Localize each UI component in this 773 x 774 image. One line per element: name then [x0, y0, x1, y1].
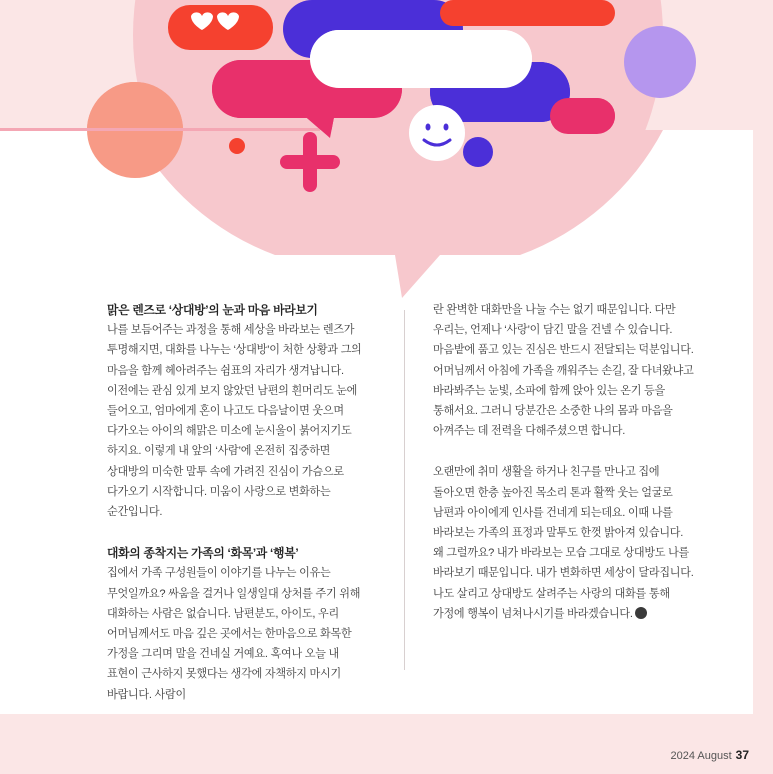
- heart-bubble: [168, 5, 273, 50]
- article-paragraph: 란 완벽한 대화만을 나눌 수는 없기 때문입니다. 다만 우리는, 언제나 ‘사랑’이 담긴 말을 건넬 수 있습니다. 마음밭에 품고 있는 진심은 반드시 전달되는 덕분입니다. 어머님께서 아침에 가족을 깨워주는 손길, 잘 다녀왔냐고 바라봐주는 눈빛, 소파에 함께 앉아 있는 온기 등을 통해서요. 그러니 당분간은 소중한 나의 몸과 마음을 아껴주는 데 전력을 다해주셨으면 합니다.: [433, 304, 694, 438]
- section-heading: 맑은 렌즈로 ‘상대방’의 눈과 마음 바라보기: [107, 303, 318, 317]
- magenta-small-bubble: [550, 98, 615, 134]
- article-paragraph: 나를 보듬어주는 과정을 통해 세상을 바라보는 렌즈가 투명해지면, 대화를 나누는 ‘상대방’이 처한 상황과 그의 마음을 함께 헤아려주는 쉼표의 자리가 생겨납니다. 이전에는 관심 있게 보지 않았던 남편의 흰머리도 눈에 들어오고, 엄마에게 혼이 나고도 다음날이면 웃으며 다가오는 아이의 해맑은 미소에 눈시울이 붉어지기도 하지요. 이렇게 내 앞의 ‘사람’에 온전히 집중하면 상대방의 미숙한 말투 속에 가려진 진심이 가슴으로 다가오기 시작합니다. 미움이 사랑으로 변화하는 순간입니다.: [107, 324, 362, 519]
- article-right-column: [433, 300, 695, 624]
- orange-bubble: [440, 0, 615, 26]
- article-paragraph-text: 오랜만에 취미 생활을 하거나 친구를 만나고 집에 돌아오면 한층 높아진 목소리 톤과 활짝 웃는 얼굴로 남편과 아이에게 인사를 건네게 되는데요. 이때 나를 바라보는 가족의 표정과 말투도 한껏 밝아져 있습니다. 왜 그럴까요? 내가 바라보는 모습 그대로 상대방도 나를 바라보기 때문입니다. 내가 변화하면 세상이 달라집니다. 나도 살리고 상대방도 살려주는 사랑의 대화를 통해 가정에 행복이 넘쳐나시기를 바라겠습니다.: [433, 466, 694, 620]
- page-footer: [670, 748, 749, 762]
- article-paragraph: [433, 462, 695, 624]
- article-paragraph: 집에서 가족 구성원들이 이야기를 나누는 이유는 무엇일까요? 싸움을 걸거나 일생일대 상처를 주기 위해 대화하는 사람은 없습니다. 남편분도, 아이도, 우리 어머님께서도 마음 깊은 곳에서는 한마음으로 화목한 가정을 그리며 말을 건네실 거예요. 혹여나 오늘 내 표현이 근사하지 못했다는 생각에 자책하지 마시기 바랍니다. 사람이: [107, 567, 361, 701]
- column-divider: [404, 310, 405, 670]
- section-heading: 대화의 종착지는 가족의 ‘화목’과 ‘행복’: [107, 546, 299, 561]
- end-mark-icon: [635, 607, 647, 619]
- lavender-circle: [624, 26, 696, 98]
- article-left-column: [107, 300, 369, 705]
- issue-label: 2024 August: [670, 750, 732, 762]
- magenta-bubble: [212, 60, 402, 118]
- page-number: 37: [735, 748, 749, 762]
